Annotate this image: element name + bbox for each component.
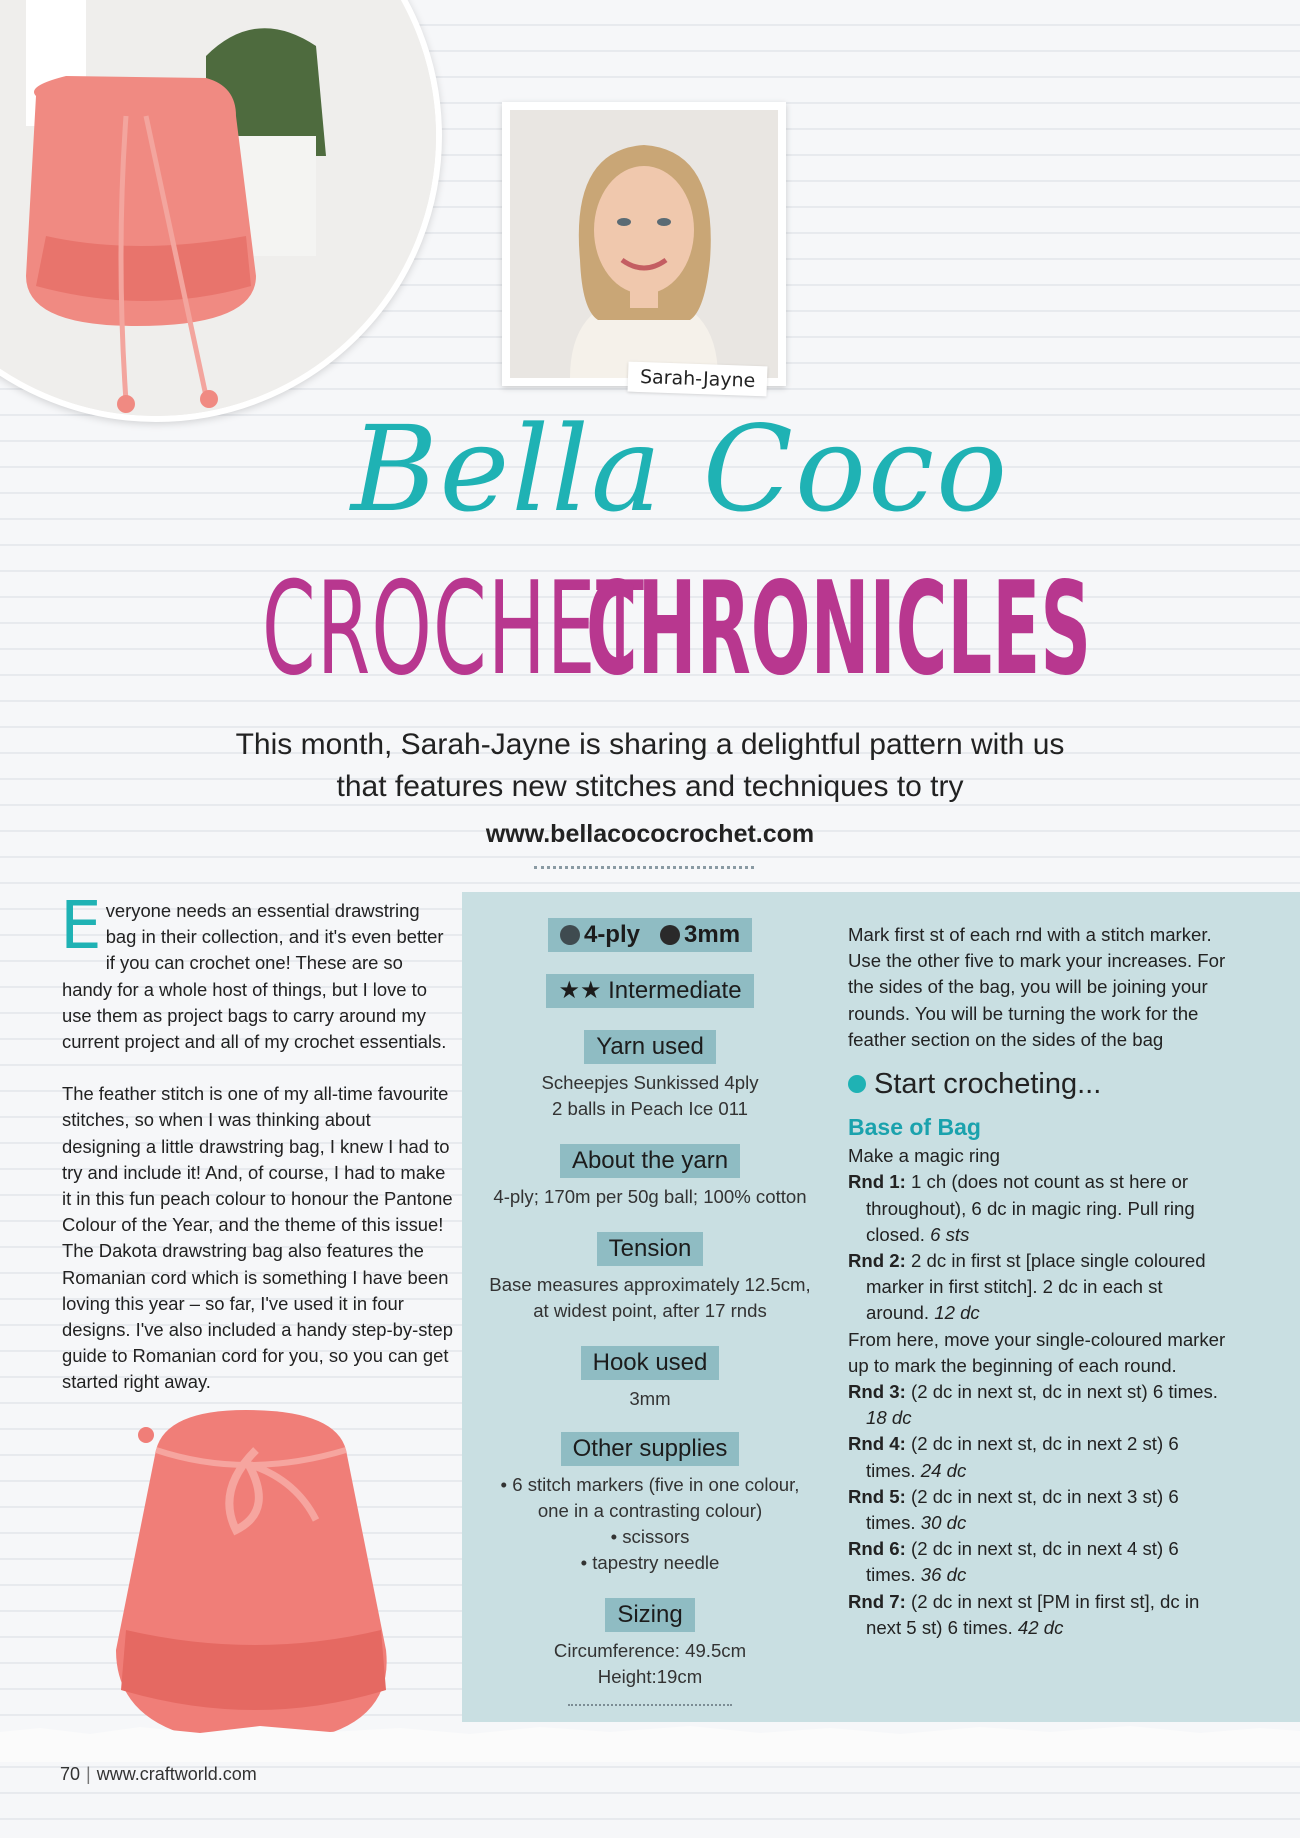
bag-photo-bottom xyxy=(96,1390,408,1760)
portrait-caption: Sarah-Jayne xyxy=(628,362,768,397)
standfirst xyxy=(150,724,1150,808)
round-7: Rnd 7: (2 dc in next st [PM in first st], dc in next 5 st) 6 times. 42 dc xyxy=(848,1590,1200,1638)
page-footer: 70 | www.craftworld.com xyxy=(60,1764,257,1784)
yarn-ball-icon xyxy=(848,1075,866,1093)
author-portrait xyxy=(502,102,786,386)
start-heading: Start crocheting... xyxy=(848,1071,1228,1097)
footer-website: www.craftworld.com xyxy=(96,1764,257,1784)
hook-used-section: Hook used 3mm xyxy=(470,1346,830,1412)
standfirst-line: that features new stitches and techniques to try xyxy=(336,770,964,803)
marker-instructions: Mark first st of each rnd with a stitch marker. Use the other five to mark your increases. For the sides of the bag, you will be joining your rounds. You will be turning the work for the feather section on the sides of the bag xyxy=(848,924,1226,1050)
section-label: Hook used xyxy=(581,1346,720,1380)
section-label: Other supplies xyxy=(561,1432,740,1466)
section-label: Sizing xyxy=(605,1598,694,1632)
dotted-divider xyxy=(568,1704,732,1706)
section-label: Yarn used xyxy=(584,1030,716,1064)
title-crochet: CROCHET xyxy=(262,555,645,704)
intro-paragraph: The feather stitch is one of my all-time favourite stitches, so when I was thinking about designing a little drawstring bag, I knew I had to try and include it! And, of course, I had to make it in this fun peach colour to honour the Pantone Colour of the Year, and the theme of this issue! The Dakota drawstring bag also features the Romanian cord which is something I have been loving this year – so far, I've used it in four designs. I've also included a handy step-by-step guide to Romanian cord for you, so you can get started right away. xyxy=(62,1083,453,1393)
section-label: About the yarn xyxy=(560,1144,740,1178)
difficulty-badge xyxy=(470,974,830,1008)
portrait-image xyxy=(510,110,778,378)
yarn-ball-icon xyxy=(560,925,580,945)
title-script: Bella Coco xyxy=(350,400,1010,538)
base-heading: Base of Bag xyxy=(848,1114,981,1141)
about-yarn-section: About the yarn 4-ply; 170m per 50g ball; 100% cotton xyxy=(470,1144,830,1210)
round-3: Rnd 3: (2 dc in next st, dc in next st) 6 times. 18 dc xyxy=(848,1381,1218,1429)
tension-section: Tension Base measures approximately 12.5cm, at widest point, after 17 rnds xyxy=(470,1232,830,1324)
standfirst-line: This month, Sarah-Jayne is sharing a delightful pattern with us xyxy=(235,728,1065,761)
intro-text xyxy=(60,887,454,1422)
title-chronicles: CHRONICLES xyxy=(586,555,1092,704)
designer-website: www.bellacococrochet.com xyxy=(485,820,815,848)
yarn-used-section: Yarn used Scheepjes Sunkissed 4ply 2 balls in Peach Ice 011 xyxy=(470,1030,830,1122)
hook-icon xyxy=(660,925,680,945)
pattern-instructions: Mark first st of each rnd with a stitch marker. Use the other five to mark your increases. For the sides of the bag, you will be joining your rounds. You will be turning the work for the feather section on the sides of the bag Start crocheting... Base of Bag Make a magic ring Rnd 1: 1 ch (does not count as st here or throughout), 6 dc in magic ring. Pull ring closed. 6 sts Rnd 2: 2 dc in first st [place single coloured marker in first stitch]. 2 dc in each st around. 12 dc From here, move your single-coloured marker up to mark the beginning of each round. Rnd 3: (2 dc in next st, dc in next st) 6 times. 18 dc Rnd 4: (2 dc in next st, dc in next 2 st) 6 times. 24 dc Rnd 5: (2 dc in next st, dc in next 3 st) 6 times. 30 dc Rnd 6: (2 dc in next st, dc in next 4 st) 6 times. 36 dc Rnd 7: (2 dc in next st [PM in first st], dc in next 5 st) 6 times. 42 dc xyxy=(848,922,1228,1641)
round-note: From here, move your single-coloured marker up to mark the beginning of each round. xyxy=(848,1328,1226,1376)
sizing-section: Sizing Circumference: 49.5cm Height:19cm xyxy=(470,1598,830,1690)
round-4: Rnd 4: (2 dc in next st, dc in next 2 st) 6 times. 24 dc xyxy=(848,1433,1179,1481)
drop-cap: E xyxy=(60,887,102,964)
round-1: Rnd 1: 1 ch (does not count as st here or throughout), 6 dc in magic ring. Pull ring closed. 6 sts xyxy=(848,1171,1195,1245)
round-5: Rnd 5: (2 dc in next st, dc in next 3 st) 6 times. 30 dc xyxy=(848,1485,1179,1534)
bag-photo-top xyxy=(0,0,442,422)
intro-paragraph: Everyone needs an essential drawstring bag in their collection, and it's even better if you can crochet one! These are so handy for a whole host of things, but I love to use them as project bags to carry around my current project and all of my crochet essentials. xyxy=(60,887,447,1053)
other-supplies-section: Other supplies • 6 stitch markers (five in one colour, one in a contrasting colour) • scissors • tapestry needle xyxy=(470,1432,830,1576)
torn-paper-edge xyxy=(0,1722,1300,1762)
difficulty-tag: ★★ Intermediate xyxy=(546,974,753,1008)
round-6: Rnd 6: (2 dc in next st, dc in next 4 st) 6 times. 36 dc xyxy=(848,1538,1179,1586)
page-number: 70 xyxy=(60,1764,81,1784)
weight-hook-tag: 4-ply 3mm xyxy=(548,918,752,952)
weight-hook-badge xyxy=(470,918,830,952)
round-2: Rnd 2: 2 dc in first st [place single coloured marker in first stitch]. 2 dc in each st around. 12 dc xyxy=(848,1250,1206,1324)
section-label: Tension xyxy=(597,1232,704,1266)
dotted-divider xyxy=(534,866,754,869)
star-icon: ★★ xyxy=(558,977,602,1004)
